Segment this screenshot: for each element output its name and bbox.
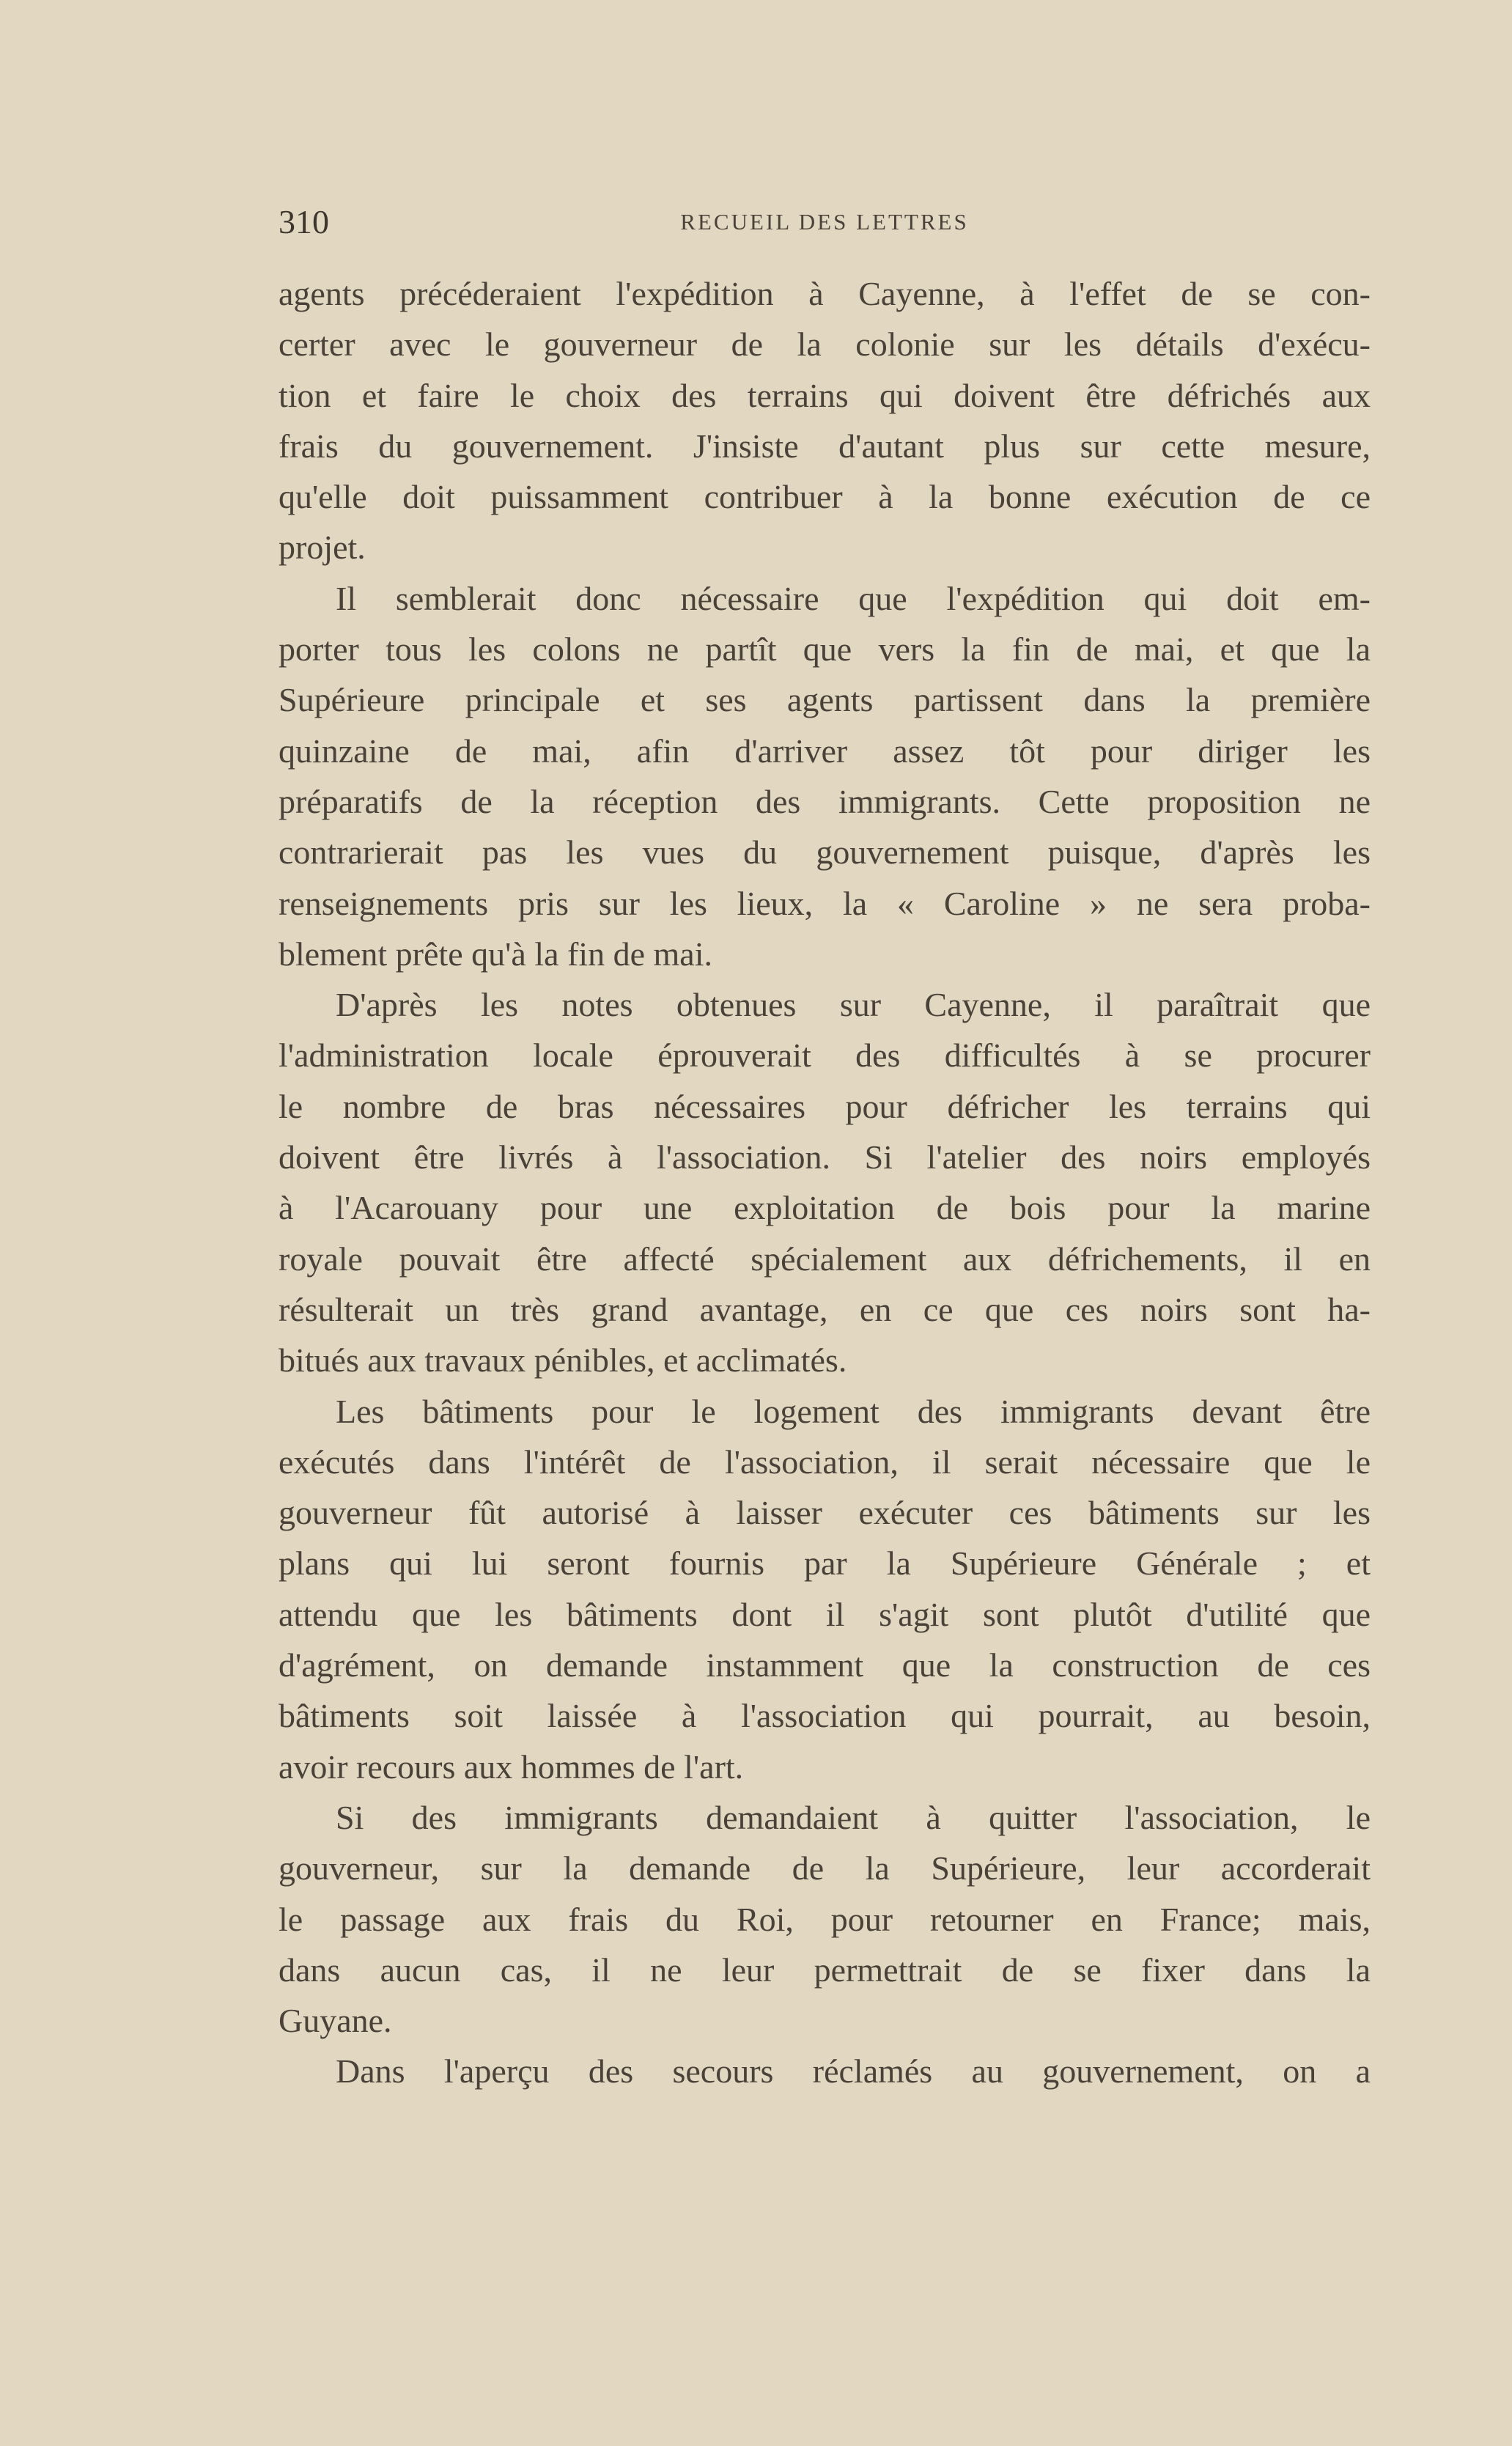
text-line: projet.: [279, 528, 366, 567]
text-line: attendu que les bâtiments dont il s'agit sont plutôt d'utilité que: [279, 1595, 1371, 1633]
text-line: préparatifs de la réception des immigrants. Cette proposition ne: [279, 782, 1371, 820]
text-line: tion et faire le choix des terrains qui doivent être défrichés aux: [279, 376, 1371, 414]
text-line: Supérieure principale et ses agents partissent dans la première: [279, 681, 1371, 719]
text-line: agents précéderaient l'expédition à Cayenne, à l'effet de se con-: [279, 275, 1371, 312]
paragraph-start-line: Si des immigrants demandaient à quitter l'association, le: [336, 1798, 1371, 1836]
text-line: bâtiments soit laissée à l'association qui pourrait, au besoin,: [279, 1697, 1371, 1735]
text-line: d'agrément, on demande instamment que la construction de ces: [279, 1646, 1371, 1684]
text-line: blement prête qu'à la fin de mai.: [279, 935, 713, 973]
text-line: quinzaine de mai, afin d'arriver assez tôt pour diriger les: [279, 732, 1371, 770]
text-line: plans qui lui seront fournis par la Supérieure Générale ; et: [279, 1544, 1371, 1583]
running-title: RECUEIL DES LETTRES: [680, 209, 969, 235]
body-text: [279, 268, 1371, 2097]
text-line: porter tous les colons ne partît que vers la fin de mai, et que la: [279, 630, 1371, 668]
text-line: renseignements pris sur les lieux, la « Caroline » ne sera proba-: [279, 884, 1371, 922]
text-line: frais du gouvernement. J'insiste d'autant plus sur cette mesure,: [279, 427, 1371, 465]
text-line: à l'Acarouany pour une exploitation de bois pour la marine: [279, 1189, 1371, 1227]
text-line: avoir recours aux hommes de l'art.: [279, 1747, 744, 1786]
text-line: le nombre de bras nécessaires pour défricher les terrains qui: [279, 1087, 1371, 1125]
page-header: [279, 196, 1371, 248]
text-line: dans aucun cas, il ne leur permettrait de se fixer dans la: [279, 1950, 1371, 1989]
text-line: Guyane.: [279, 2002, 392, 2040]
text-line: gouverneur, sur la demande de la Supérieure, leur accorderait: [279, 1849, 1371, 1887]
text-line: résulterait un très grand avantage, en ce que ces noirs sont ha-: [279, 1290, 1371, 1328]
paragraph-start-line: D'après les notes obtenues sur Cayenne, il paraîtrait que: [336, 986, 1371, 1024]
text-line: bitués aux travaux pénibles, et acclimatés.: [279, 1341, 847, 1379]
text-line: exécutés dans l'intérêt de l'association, il serait nécessaire que le: [279, 1443, 1371, 1481]
text-line: doivent être livrés à l'association. Si l'atelier des noirs employés: [279, 1138, 1371, 1176]
paragraph-start-line: Dans l'aperçu des secours réclamés au gouvernement, on a: [336, 2052, 1371, 2090]
text-line: l'administration locale éprouverait des difficultés à se procurer: [279, 1036, 1371, 1075]
text-line: certer avec le gouverneur de la colonie sur les détails d'exécu-: [279, 325, 1371, 364]
page-number: 310: [279, 203, 329, 240]
text-line: qu'elle doit puissamment contribuer à la bonne exécution de ce: [279, 478, 1371, 516]
paragraph-start-line: Les bâtiments pour le logement des immigrants devant être: [336, 1392, 1371, 1430]
paragraph-start-line: Il semblerait donc nécessaire que l'expédition qui doit em-: [336, 579, 1371, 617]
text-line: royale pouvait être affecté spécialement aux défrichements, il en: [279, 1239, 1371, 1278]
text-line: contrarierait pas les vues du gouvernement puisque, d'après les: [279, 833, 1371, 872]
text-line: le passage aux frais du Roi, pour retourner en France; mais,: [279, 1900, 1371, 1938]
text-line: gouverneur fût autorisé à laisser exécuter ces bâtiments sur les: [279, 1494, 1371, 1532]
